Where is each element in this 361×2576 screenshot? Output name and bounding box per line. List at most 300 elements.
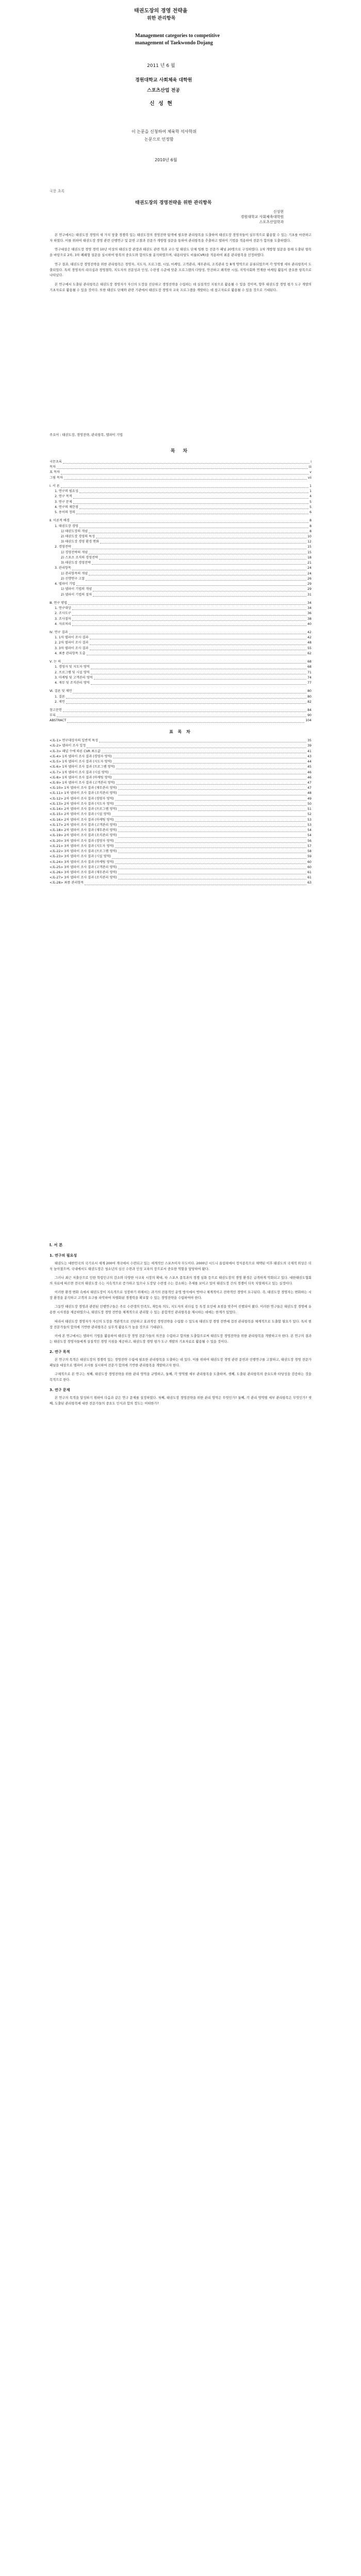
toc-entry-page: 10	[307, 534, 311, 538]
toc-entry[interactable]	[50, 665, 311, 670]
table-list-entry[interactable]	[50, 812, 311, 817]
submission-line1: 이 논문을 신청하여 체육학 석사학위	[132, 129, 197, 134]
toc-entry[interactable]	[50, 566, 311, 571]
toc-leader-dots	[91, 684, 307, 685]
abstract-paragraph: 본 연구에서는 태권도장 경영의 새 가치 창출 경쟁력 있는 태권도장의 경영전략 탐색에 필요한 관리항목을 도출하여 태권도장 경영자들이 실무적으로 활용할 수 있는 기초를 마련하고자 하였다. 이를 위하여 태권도장 경영 관련 선행연구 및 문헌 고찰과 전문가 개방형 설문을 통하여 관리항목을 추출하고 델파이 기법을 적용하여 전문가 합의를 도출하였다.	[50, 233, 311, 243]
toc-leader-dots	[72, 609, 306, 610]
table-list-label: <표-4> 1차 델파이 조사 결과 (경영자 영역)	[50, 754, 112, 758]
table-list-entry[interactable]	[50, 754, 311, 759]
toc-entry-page: 8	[309, 524, 311, 528]
toc-entry-label: Ⅰ. 서 론	[50, 484, 60, 488]
table-of-contents	[50, 448, 311, 886]
table-list-label: <표-12> 2차 델파이 조사 결과 (경영자 영역)	[50, 796, 114, 801]
tables-list	[50, 738, 311, 886]
table-list-entry[interactable]	[50, 880, 311, 886]
toc-entry[interactable]	[50, 470, 311, 475]
table-list-label: <표-23> 3차 델파이 조사 결과 (시설 영역)	[50, 855, 111, 859]
toc-entry-label: 2. 제언	[55, 700, 65, 704]
toc-leader-dots	[71, 522, 308, 523]
abstract-author-line: 신성현	[273, 210, 284, 214]
toc-entry-label: 1. 연구의 필요성	[55, 489, 78, 494]
table-list-entry[interactable]	[50, 849, 311, 854]
toc-entry-label: 1. 1차 델파이 조사 결과	[55, 636, 89, 640]
toc-entry[interactable]	[50, 518, 311, 523]
toc-entry[interactable]	[50, 577, 311, 582]
table-list-page: 54	[307, 828, 311, 833]
toc-leader-dots	[115, 821, 306, 822]
body-paragraph: 그러나 최근 저출산으로 인한 학령인구의 감소와 다양한 사교육 시장의 확대, 타 스포츠 종목과의 경쟁 심화 등으로 태권도장의 경영 환경은 급격하게 악화되고 있다. 대한태권도협회의 자료에 따르면 전국의 태권도장 수는 지속적으로 증가하고 있으나 도장당 수련생 수는 감소하는 추세를 보이고 있어 태권도장 간의 경쟁이 더욱 치열해지고 있는 실정이다.	[50, 1276, 311, 1286]
toc-entry-label: 2) 선행연구 고찰	[61, 577, 85, 581]
toc-entry-page: 29	[307, 582, 311, 586]
table-list-label: <표-21> 3차 델파이 조사 결과 (지도자 영역)	[50, 844, 114, 848]
table-list-page: 48	[307, 791, 311, 795]
abstract-author	[241, 209, 284, 225]
toc-entry[interactable]	[50, 500, 311, 505]
table-list-entry[interactable]	[50, 860, 311, 865]
abstract-paragraph: 연구대상은 태권도장 경영 경력 10년 이상의 태권도장 관장과 태권도 관련 학과 교수 및 태권도 단체 임원 등 전문가 패널 20명으로 구성하였다. 1차 개방형 설문을 통해 도출된 항목을 바탕으로 2차, 3차 폐쇄형 설문을 실시하여 항목의 중요도와 합의도를 분석하였으며, 내용타당도 비율(CVR)을 적용하여 최종 관리항목을 선정하였다.	[50, 248, 311, 258]
toc-entry[interactable]	[50, 524, 311, 529]
table-list-page: 44	[307, 760, 311, 764]
toc-leader-dots	[64, 479, 307, 480]
toc-leader-dots	[112, 858, 306, 859]
table-list-entry[interactable]	[50, 833, 311, 838]
toc-leader-dots	[92, 564, 306, 565]
table-list-label: <표-2> 델파이 조사 일정	[50, 744, 86, 748]
body-paragraph: 따라서 태권도장 경영자가 자신의 도장을 객관적으로 진단하고 효과적인 경영전략을 수립할 수 있도록 태권도장 경영 전반에 걸친 관리항목을 체계적으로 도출할 필요가 있다. 특히 현장 전문가들의 합의에 기반한 관리항목은 실무적 활용도가 높을 것으로 기대된다.	[50, 1319, 311, 1329]
table-list-page: 61	[307, 876, 311, 880]
toc-entry[interactable]	[50, 476, 311, 481]
toc-entry[interactable]	[50, 640, 311, 646]
table-list-entry[interactable]	[50, 796, 311, 802]
toc-leader-dots	[73, 503, 308, 504]
toc-entry[interactable]	[50, 545, 311, 550]
toc-entry-label: 2. 연구 목적	[55, 495, 72, 499]
toc-entry[interactable]	[50, 659, 311, 665]
table-list-label: <표-22> 3차 델파이 조사 결과 (프로그램 영역)	[50, 850, 117, 854]
table-list-label: <표-5> 1차 델파이 조사 결과 (지도자 영역)	[50, 760, 112, 764]
toc-entry-page: 31	[307, 592, 311, 597]
toc-leader-dots	[76, 585, 306, 586]
toc-leader-dots	[118, 810, 306, 811]
section-title: 2. 연구 목적	[50, 1349, 70, 1354]
toc-entry[interactable]	[50, 587, 311, 592]
table-list-entry[interactable]	[50, 738, 311, 743]
table-list-label: <표-9> 1차 델파이 조사 결과 (고객관리 영역)	[50, 781, 115, 785]
section-body	[50, 1395, 311, 1406]
toc-entry-label: 3) 태권도장 경영 환경 변화	[61, 540, 99, 544]
table-list-label: <표-20> 3차 델파이 조사 결과 (경영자 영역)	[50, 839, 114, 843]
toc-entry-label: Ⅱ. 이론적 배경	[50, 519, 70, 523]
table-list-page: 46	[307, 775, 311, 779]
toc-entry-page: 26	[307, 577, 311, 581]
toc-entry-page: 5	[309, 505, 311, 509]
table-list-entry[interactable]	[50, 743, 311, 749]
body-paragraph: 이러한 환경 변화 속에서 태권도장이 지속적으로 성장하기 위해서는 과거의 전통적인 운영 방식에서 벗어나 체계적이고 전략적인 경영이 요구된다. 즉, 태권도장 경영자는 변화하는 시장 환경을 분석하고 고객의 요구를 파악하여 차별화된 경쟁력을 확보할 수 있는 경영전략을 수립하여야 한다.	[50, 1291, 311, 1300]
toc-leader-dots	[63, 463, 309, 464]
toc-entry-label: 4. 델파이 기법	[55, 582, 75, 586]
toc-entry-page: iii	[308, 465, 311, 469]
toc-entry-page: 90	[307, 714, 311, 718]
toc-entry[interactable]	[50, 713, 311, 718]
toc-leader-dots	[86, 580, 306, 581]
toc-entry-label: 2) 델파이 기법의 절차	[61, 592, 92, 597]
toc-leader-dots	[115, 863, 306, 864]
table-list-entry[interactable]	[50, 770, 311, 775]
toc-entry-label: 4. 재무 및 조직관리 영역	[55, 681, 90, 685]
toc-entry-page: 1	[309, 484, 311, 488]
toc-entry-page: 15	[307, 545, 311, 549]
title-en-line1: Management categories to competitive	[135, 33, 220, 39]
table-list-page: 59	[307, 855, 311, 859]
table-list-label: <표-3> 패널 수에 따른 CVR 최소값	[50, 749, 101, 753]
table-list-entry[interactable]	[50, 759, 311, 765]
section-body	[50, 1357, 311, 1383]
toc-entry-label: Ⅴ. 논 의	[50, 660, 61, 664]
toc-entry-page: 55	[307, 646, 311, 650]
toc-entry[interactable]	[50, 465, 311, 470]
toc-leader-dots	[115, 842, 306, 843]
table-list-page: 50	[307, 802, 311, 806]
toc-title: 목 차	[170, 449, 191, 454]
university-name: 경원대학교 사회체육 대학원	[135, 78, 192, 83]
toc-entry-label: 5. 용어의 정의	[55, 511, 75, 515]
toc-entry-page: v	[309, 470, 311, 474]
table-list-page: 60	[307, 865, 311, 869]
toc-entry-label: 1. 연구대상	[55, 606, 71, 611]
toc-entry[interactable]	[50, 689, 311, 694]
toc-entry-page: 8	[309, 519, 311, 523]
table-list-page: 45	[307, 765, 311, 769]
toc-leader-dots	[118, 837, 306, 838]
table-list-label: <표-13> 2차 델파이 조사 결과 (지도자 영역)	[50, 802, 114, 806]
toc-entry[interactable]	[50, 601, 311, 606]
table-list-label: <표-7> 1차 델파이 조사 결과 (시설 영역)	[50, 770, 109, 774]
table-list-label: <표-25> 3차 델파이 조사 결과 (고객관리 영역)	[50, 865, 117, 869]
table-list-label: <표-10> 1차 델파이 조사 결과 (재무관리 영역)	[50, 786, 117, 790]
toc-entry[interactable]	[50, 646, 311, 651]
table-list-entry[interactable]	[50, 802, 311, 807]
table-list-label: <표-17> 2차 델파이 조사 결과 (고객관리 영역)	[50, 823, 117, 827]
toc-entry-page: 62	[307, 651, 311, 655]
toc-entry[interactable]	[50, 670, 311, 675]
toc-entry-label: 3. 연구 문제	[55, 500, 72, 504]
toc-entry-page: 74	[307, 675, 311, 680]
toc-entry-label: 1) 태권도장의 개념	[61, 529, 88, 533]
toc-entry-page: 34	[307, 601, 311, 605]
table-list-page: 53	[307, 823, 311, 827]
toc-entry-page: vii	[307, 476, 311, 480]
title-ko-line2: 위한 관리항목	[147, 16, 176, 21]
toc-entry-page: 84	[307, 708, 311, 713]
toc-entry-page: 71	[307, 670, 311, 674]
toc-leader-dots	[115, 805, 306, 806]
toc-entry-label: 2. 프로그램 및 시설 영역	[55, 670, 90, 674]
body-paragraph: 태권도는 대한민국의 국기로서 세계 200여 개국에서 수련되고 있는 세계적인 스포츠이자 무도이다. 2000년 시드니 올림픽에서 정식종목으로 채택된 이후 태권도의 국제적 위상은 더욱 높아졌으며, 국내에서도 태권도장은 청소년의 심신 수련과 인성 교육의 장으로서 중요한 역할을 담당하여 왔다.	[50, 1262, 311, 1272]
toc-leader-dots	[100, 543, 306, 544]
toc-entry-page: 48	[307, 641, 311, 645]
abstract-title: 태권도장의 경영전략을 위한 관리항목	[135, 200, 212, 206]
toc-entry-label: 3. 관리항목	[55, 566, 71, 570]
abstract-keywords: 주요어 : 태권도장, 경영전략, 관리항목, 델파이 기법	[50, 433, 123, 437]
toc-entry-label: 3. 마케팅 및 고객관리 영역	[55, 675, 93, 680]
table-list-label: <표-14> 2차 델파이 조사 결과 (프로그램 영역)	[50, 807, 117, 811]
toc-entry-page: 21	[307, 561, 311, 565]
toc-entry[interactable]	[50, 681, 311, 686]
table-list-page: 43	[307, 754, 311, 758]
table-list-entry[interactable]	[50, 854, 311, 859]
toc-entry[interactable]	[50, 622, 311, 627]
toc-entry-label: 3) 태권도장 경영전략	[61, 561, 91, 565]
toc-entry-page: 34	[307, 606, 311, 611]
table-list-entry[interactable]	[50, 775, 311, 781]
toc-leader-dots	[72, 620, 306, 621]
toc-leader-dots	[73, 498, 308, 499]
abstract-label: 국문 초록	[50, 189, 65, 193]
table-list-page: 60	[307, 860, 311, 864]
abstract-author-line: 경원대학교 사회체육대학원	[240, 215, 284, 219]
toc-leader-dots	[112, 816, 306, 817]
toc-entry-label: Ⅵ. 결론 및 제언	[50, 689, 72, 693]
toc-entry[interactable]	[50, 606, 311, 611]
author-name: 신 성 현	[150, 101, 173, 107]
toc-entry-page: 15	[307, 550, 311, 554]
toc-entry[interactable]	[50, 534, 311, 539]
toc-entry-label: 2. 조사도구	[55, 612, 71, 616]
table-list-page: 61	[307, 870, 311, 874]
toc-entry[interactable]	[50, 484, 311, 489]
table-list-label: <표-15> 2차 델파이 조사 결과 (시설 영역)	[50, 812, 111, 817]
toc-entry[interactable]	[50, 555, 311, 561]
toc-entry[interactable]	[50, 694, 311, 700]
toc-entry-page: 42	[307, 630, 311, 634]
table-list-entry[interactable]	[50, 828, 311, 833]
toc-entry-label: 표 목차	[50, 470, 60, 474]
section-title: 3. 연구 문제	[50, 1387, 70, 1392]
toc-entry[interactable]	[50, 505, 311, 510]
table-list-label: <표-26> 3차 델파이 조사 결과 (재무관리 영역)	[50, 870, 117, 874]
table-list-label: <표-16> 2차 델파이 조사 결과 (마케팅 영역)	[50, 818, 114, 822]
toc-entry-label: ABSTRACT	[50, 719, 67, 723]
toc-leader-dots	[118, 789, 306, 790]
toc-entry-label: 목차	[50, 465, 56, 469]
table-list-label: <표-8> 1차 델파이 조사 결과 (마케팅 영역)	[50, 775, 112, 779]
toc-leader-dots	[62, 663, 306, 664]
toc-entry-page: 80	[307, 694, 311, 699]
toc-entry-page: 12	[307, 540, 311, 544]
toc-entry-label: 2. 2차 델파이 조사 결과	[55, 641, 89, 645]
table-list-entry[interactable]	[50, 870, 311, 875]
table-list-entry[interactable]	[50, 807, 311, 812]
toc-leader-dots	[66, 698, 306, 699]
table-list-label: <표-6> 1차 델파이 조사 결과 (프로그램 영역)	[50, 765, 115, 769]
table-list-label: <표-24> 3차 델파이 조사 결과 (마케팅 영역)	[50, 860, 114, 864]
toc-entry-label: 국문초록	[50, 460, 62, 464]
toc-entry[interactable]	[50, 550, 311, 555]
toc-entry-page: i	[310, 460, 311, 464]
toc-leader-dots	[63, 711, 306, 712]
abstract-paragraph: 연구 결과, 태권도장 경영전략을 위한 관리항목은 경영자, 지도자, 프로그램, 시설, 마케팅, 고객관리, 재무관리, 조직관리 등 8개 영역으로 분류되었으며 각 영역별 세부 관리항목이 도출되었다. 특히 경영자의 리더십과 경영철학, 지도자의 전문성과 인성, 수련생 수준에 맞춘 프로그램의 다양성, 안전하고 쾌적한 시설, 지역사회와 연계한 마케팅 활동이 중요한 항목으로 나타났다.	[50, 262, 311, 278]
toc-entry[interactable]	[50, 630, 311, 635]
toc-entry-label: 4. 최종 관리항목 도출	[55, 651, 86, 655]
toc-leader-dots	[113, 763, 306, 764]
table-list-entry[interactable]	[50, 765, 311, 770]
table-list-entry[interactable]	[50, 839, 311, 844]
toc-entry[interactable]	[50, 494, 311, 499]
toc-entry[interactable]	[50, 708, 311, 713]
toc-entry[interactable]	[50, 700, 311, 705]
toc-entry-label: Ⅲ. 연구 방법	[50, 601, 68, 605]
toc-entry-label: 1) 델파이 기법의 개념	[61, 587, 92, 591]
toc-entry-label: 부록	[50, 714, 56, 718]
toc-entry[interactable]	[50, 592, 311, 598]
toc-entry-label: 1. 경영자 및 지도자 영역	[55, 665, 90, 669]
toc-entry-page: 40	[307, 622, 311, 626]
toc-entry-label: 2. 경영전략	[55, 545, 71, 549]
toc-entry-page: 68	[307, 660, 311, 664]
table-list-page: 56	[307, 839, 311, 843]
toc-entry-page: 80	[307, 689, 311, 693]
toc-entry[interactable]	[50, 529, 311, 534]
toc-entry-label: 4. 자료처리	[55, 622, 71, 626]
toc-entry-label: 3. 3차 델파이 조사 결과	[55, 646, 89, 650]
abstract-paragraph: 본 연구에서 도출된 관리항목은 태권도장 경영자가 자신의 도장을 진단하고 경영전략을 수립하는 데 실질적인 지침으로 활용될 수 있을 것이며, 향후 태권도장 경영 평가 도구 개발의 기초자료로 활용될 수 있을 것이다. 또한 태권도 단체와 관련 기관에서 태권도장 경영자 교육 프로그램을 개발하는 데 참고자료로 활용될 수 있을 것으로 기대된다.	[50, 282, 311, 292]
toc-entry[interactable]	[50, 571, 311, 577]
toc-entry-page: 8	[309, 529, 311, 533]
toc-entry-label: 1. 결론	[55, 694, 65, 699]
body-paragraph: 그동안 태권도장 경영과 관련된 선행연구들은 주로 수련생의 만족도, 재등록 의도, 지도자의 리더십 등 특정 요인에 초점을 맞추어 진행되어 왔다. 이러한 연구들은 태권도장 경영에 유용한 시사점을 제공하였으나, 태권도장 경영 전반을 체계적으로 관리할 수 있는 종합적인 관리항목을 제시하는 데에는 한계가 있었다.	[50, 1305, 311, 1315]
table-list-page: 47	[307, 786, 311, 790]
table-list-page: 63	[307, 881, 311, 885]
table-list-page: 47	[307, 781, 311, 785]
toc-entry-label: Ⅳ. 연구 결과	[50, 630, 68, 634]
table-list-label: <표-1> 연구대상자의 일반적 특성	[50, 739, 99, 743]
table-list-page: 54	[307, 834, 311, 838]
table-list-page: 52	[307, 812, 311, 817]
toc-entry-page: 77	[307, 681, 311, 685]
toc-entry-page: 24	[307, 571, 311, 575]
toc-entry[interactable]	[50, 617, 311, 622]
tables-list-title: 표 목 차	[169, 729, 192, 734]
toc-leader-dots	[57, 468, 308, 469]
table-list-entry[interactable]	[50, 865, 311, 870]
toc-leader-dots	[116, 784, 306, 785]
table-list-page: 35	[307, 739, 311, 743]
toc-entry[interactable]	[50, 611, 311, 616]
toc-entry-label: 4. 연구의 제한점	[55, 505, 78, 509]
table-list-entry[interactable]	[50, 786, 311, 791]
table-list-page: 46	[307, 770, 311, 774]
table-list-label: <표-19> 2차 델파이 조사 결과 (조직관리 영역)	[50, 834, 117, 838]
toc-entry-label: 1) 관리항목의 개념	[61, 571, 88, 575]
table-list-page: 49	[307, 796, 311, 801]
abstract-body	[50, 233, 311, 297]
toc-entry[interactable]	[50, 635, 311, 640]
table-list-label: <표-27> 3차 델파이 조사 결과 (조직관리 영역)	[50, 876, 117, 880]
chapter-title: Ⅰ. 서 론	[50, 1243, 63, 1247]
table-list-page: 41	[307, 749, 311, 753]
title-ko-line1: 태권도장의 경영 전략을	[134, 8, 188, 14]
body-paragraph: 구체적으로 본 연구는 첫째, 태권도장 경영전략을 위한 관리 영역을 규명하고, 둘째, 각 영역별 세부 관리항목을 도출하며, 셋째, 도출된 관리항목의 중요도와 타당성을 검증하는 것을 목적으로 한다.	[50, 1372, 311, 1382]
toc-leader-dots	[115, 800, 306, 801]
toc-leader-dots	[66, 703, 306, 704]
toc-entry-page: 1	[309, 489, 311, 494]
toc-entry-page: 42	[307, 636, 311, 640]
table-list-page: 51	[307, 807, 311, 811]
table-list-page: 39	[307, 744, 311, 748]
toc-entry-page: 104	[305, 719, 311, 723]
toc-entry-label: 2) 태권도장 경영의 특성	[61, 534, 95, 538]
table-list-page: 53	[307, 818, 311, 822]
submission-date: 2010년 6월	[155, 158, 177, 162]
toc-entry-label: 2) 스포츠 조직의 경영전략	[61, 555, 99, 560]
table-list-entry[interactable]	[50, 823, 311, 828]
toc-entry-label: 그림 목차	[50, 476, 63, 480]
body-paragraph: 본 연구의 목적은 태권도장의 경쟁력 있는 경영전략 수립에 필요한 관리항목을 도출하는 데 있다. 이를 위하여 태권도장 경영 관련 문헌과 선행연구를 고찰하고, 태권도장 경영 전문가 패널을 대상으로 델파이 조사를 실시하여 전문가 합의에 기반한 관리항목을 개발하고자 한다.	[50, 1358, 311, 1367]
toc-entry[interactable]	[50, 718, 311, 723]
section-title: 1. 연구의 필요성	[50, 1253, 77, 1258]
table-list-label: <표-18> 2차 델파이 조사 결과 (재무관리 영역)	[50, 828, 117, 833]
toc-leader-dots	[99, 559, 306, 560]
table-list-entry[interactable]	[50, 818, 311, 823]
toc-entry[interactable]	[50, 539, 311, 545]
toc-entry[interactable]	[50, 489, 311, 494]
toc-entry-label: 3. 조사절차	[55, 617, 71, 621]
abstract-author-line: 스포츠산업학과	[259, 220, 284, 225]
body-paragraph: 본 연구의 목적을 달성하기 위하여 다음과 같은 연구 문제를 설정하였다. 첫째, 태권도장 경영전략을 위한 관리 영역은 무엇인가? 둘째, 각 관리 영역별 세부 관리항목은 무엇인가? 셋째, 도출된 관리항목에 대한 전문가들의 중요도 인식과 합의 정도는 어떠한가?	[50, 1396, 311, 1406]
toc-entry[interactable]	[50, 561, 311, 566]
body-paragraph: 이에 본 연구에서는 델파이 기법을 활용하여 태권도장 경영 전문가들의 의견을 수렴하고 합의를 도출함으로써 태권도장 경영전략을 위한 관리항목을 개발하고자 한다. 본 연구의 결과는 태권도장 경영자들에게 실질적인 경영 지침을 제공하고, 태권도장 경영 평가 도구 개발의 기초자료로 활용될 수 있을 것이다.	[50, 1334, 311, 1344]
toc-entry[interactable]	[50, 460, 311, 465]
submission-line2: 논문으로 인정함	[144, 137, 174, 142]
toc-entry[interactable]	[50, 651, 311, 656]
toc-leader-dots	[93, 596, 306, 597]
table-list-entry[interactable]	[50, 844, 311, 849]
cover-date: 2011 년 6 월	[147, 63, 175, 69]
toc-leader-dots	[72, 625, 306, 626]
toc-entry-page: 36	[307, 612, 311, 616]
table-list-label: <표-11> 1차 델파이 조사 결과 (조직관리 영역)	[50, 791, 117, 795]
table-list-entry[interactable]	[50, 791, 311, 796]
table-list-entry[interactable]	[50, 781, 311, 786]
toc-leader-dots	[61, 487, 308, 488]
department-name: 스포츠산업 전공	[147, 88, 180, 93]
table-list-entry[interactable]	[50, 749, 311, 754]
toc-entry-label: 1. 태권도장 경영	[55, 524, 78, 528]
table-list-entry[interactable]	[50, 875, 311, 880]
toc-entry[interactable]	[50, 675, 311, 681]
toc-entry-page: 29	[307, 587, 311, 591]
toc-entry[interactable]	[50, 510, 311, 515]
section-body	[50, 1261, 311, 1344]
toc-entry-label: 참고문헌	[50, 708, 62, 713]
toc-leader-dots	[94, 679, 307, 680]
toc-entry-page: 5	[309, 500, 311, 504]
toc-entry-page: 68	[307, 665, 311, 669]
toc-entry-label: 1) 경영전략의 개념	[61, 550, 88, 554]
toc-leader-dots	[72, 615, 306, 616]
toc-leader-dots	[118, 826, 306, 827]
toc-entry-page: 4	[309, 495, 311, 499]
toc-entry-page: 24	[307, 566, 311, 570]
toc-entry-page: 6	[309, 511, 311, 515]
table-list-page: 58	[307, 850, 311, 854]
toc-list	[50, 460, 311, 724]
toc-entry-page: 82	[307, 700, 311, 704]
toc-entry-page: 18	[307, 555, 311, 560]
table-list-label: <표-28> 최종 관리항목	[50, 881, 84, 885]
toc-entry[interactable]	[50, 582, 311, 587]
table-list-page: 57	[307, 844, 311, 848]
